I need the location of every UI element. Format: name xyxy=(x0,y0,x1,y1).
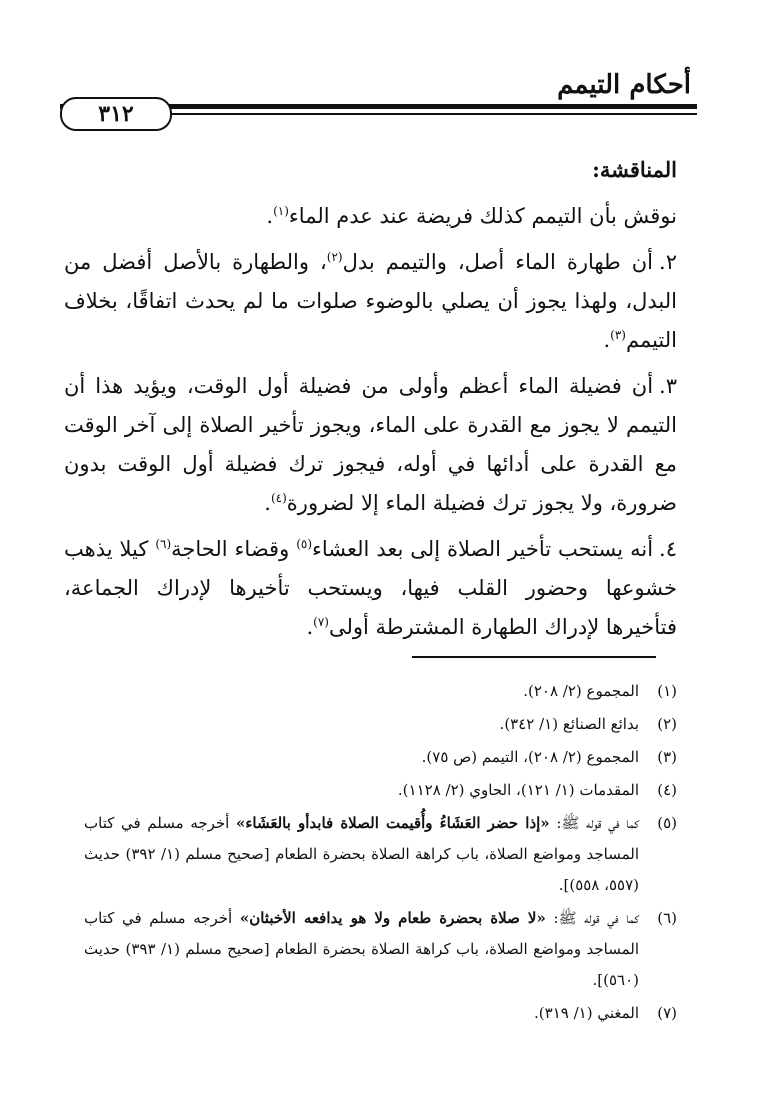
paragraph-text: ، والطهارة بالأصل أفضل من البدل، ولهذا يجوز أن يصلي بالوضوء صلوات ما لم يحدث اتفاقًا، بخلاف التيمم xyxy=(64,250,677,352)
intro-text: نوقش بأن التيمم كذلك فريضة عند عدم الماء xyxy=(288,204,677,228)
footnote-number: (١) xyxy=(657,682,677,700)
footnote-item xyxy=(84,775,677,806)
footnote-number: (٧) xyxy=(657,1004,677,1022)
page-number: ٣١٢ xyxy=(98,101,134,127)
footnote-number: (٢) xyxy=(657,715,677,733)
footnote-ref: (٥) xyxy=(296,537,313,551)
paragraph-intro: نوقش بأن التيمم كذلك فريضة عند عدم الماء$^{(١)}$. xyxy=(266,204,677,228)
paragraph-3: ٣.أن فضيلة الماء أعظم وأولى من فضيلة أول الوقت، ويؤيد هذا أن التيمم لا يجوز مع القدرة على الماء، ويجوز تأخير الصلاة إلى آخر الوقت مع القدرة على أدائها في أوله، فيجوز ترك فضيلة أول الوقت بدون ضرورة، ولا يجوز ترك فضيلة الماء إلا لضرورة$^{(٤)}$. xyxy=(64,374,677,515)
footnote-ref: (١) xyxy=(273,204,289,218)
footnote-number: (٥) xyxy=(657,814,677,832)
paragraph-number: ٤. xyxy=(659,537,677,561)
footnote-text xyxy=(84,903,639,996)
paragraph-number: ٢. xyxy=(659,250,677,274)
footnote-text: المجموع (٢/ ٢٠٨)، التيمم (ص ٧٥). xyxy=(421,748,639,766)
footnote-text xyxy=(84,808,639,901)
footnote-item xyxy=(84,676,677,707)
footnote-number: (٦) xyxy=(657,909,677,927)
footnote-lead: كما في قوله ﷺ: xyxy=(549,814,639,832)
paragraph-text: وقضاء الحاجة xyxy=(171,537,297,561)
hadith-quote: «إذا حضر العَشَاءُ وأُقيمت الصلاة فابدأو بالعَشَاء» xyxy=(236,814,550,832)
footnote-item xyxy=(84,998,677,1029)
paragraph-4: ٤.أنه يستحب تأخير الصلاة إلى بعد العشاء$^{(٥)}$ وقضاء الحاجة$^{(٦)}$ كيلا يذهب خشوعها وحضور القلب فيها، ويستحب تأخيرها لإدراك الجماعة، فتأخيرها لإدراك الطهارة المشترطة أولى$^{(٧)}$. xyxy=(64,537,677,639)
footnotes xyxy=(84,676,677,1031)
paragraph-text: كيلا يذهب خشوعها وحضور القلب فيها، ويستحب تأخيرها لإدراك الجماعة، فتأخيرها لإدراك الطهارة المشترطة أولى xyxy=(64,537,677,639)
footnote-number: (٣) xyxy=(657,748,677,766)
footnote-ref: (٦) xyxy=(155,537,172,551)
paragraph-2: ٢.أن طهارة الماء أصل، والتيمم بدل$^{(٢)}$، والطهارة بالأصل أفضل من البدل، ولهذا يجوز أن يصلي بالوضوء صلوات ما لم يحدث اتفاقًا، بخلاف التيمم$^{(٣)}$. xyxy=(64,250,677,352)
footnote-separator xyxy=(412,656,656,658)
paragraph-text: أنه يستحب تأخير الصلاة إلى بعد العشاء xyxy=(312,537,654,561)
footnote-lead: كما في قوله ﷺ: xyxy=(545,909,639,927)
hadith-quote: «لا صلاة بحضرة طعام ولا هو يدافعه الأخبثان» xyxy=(239,909,546,927)
paragraph-text: أن طهارة الماء أصل، والتيمم بدل xyxy=(342,250,654,274)
footnote-item xyxy=(84,709,677,740)
paragraph-number: ٣. xyxy=(659,374,677,398)
section-heading: المناقشة: xyxy=(592,157,677,182)
footnote-ref: (٣) xyxy=(610,328,626,342)
running-header-title: أحكام التيمم xyxy=(557,70,691,100)
footnote-citation: أخرجه مسلم في كتاب المساجد ومواضع الصلاة، باب كراهة الصلاة بحضرة الطعام [صحيح مسلم (١/ ٣٩٣) حديث (٥٦٠)]. xyxy=(84,909,640,989)
footnote-citation: أخرجه مسلم في كتاب المساجد ومواضع الصلاة، باب كراهة الصلاة بحضرة الطعام [صحيح مسلم (١/ ٣٩٢) حديث (٥٥٧، ٥٥٨)]. xyxy=(84,814,640,894)
footnote-item xyxy=(84,742,677,773)
footnote-text: بدائع الصنائع (١/ ٣٤٢). xyxy=(499,715,639,733)
page-number-badge xyxy=(60,97,172,131)
footnote-text: المجموع (٢/ ٢٠٨). xyxy=(523,682,639,700)
footnote-text: المقدمات (١/ ١٢١)، الحاوي (٢/ ١١٢٨). xyxy=(397,781,639,799)
footnote-item xyxy=(84,903,677,996)
main-text xyxy=(64,150,677,654)
paragraph-text: أن فضيلة الماء أعظم وأولى من فضيلة أول الوقت، ويؤيد هذا أن التيمم لا يجوز مع القدرة على الماء، ويجوز تأخير الصلاة إلى آخر الوقت مع القدرة على أدائها في أوله، فيجوز ترك فضيلة أول الوقت بدون ضرورة، ولا يجوز ترك فضيلة الماء إلا لضرورة xyxy=(64,374,677,515)
footnote-ref: (٤) xyxy=(270,491,287,505)
footnote-item xyxy=(84,808,677,901)
footnote-ref: (٧) xyxy=(313,615,329,629)
footnote-number: (٤) xyxy=(657,781,677,799)
footnote-ref: (٢) xyxy=(326,250,343,264)
footnote-text: المغني (١/ ٣١٩). xyxy=(534,1004,639,1022)
